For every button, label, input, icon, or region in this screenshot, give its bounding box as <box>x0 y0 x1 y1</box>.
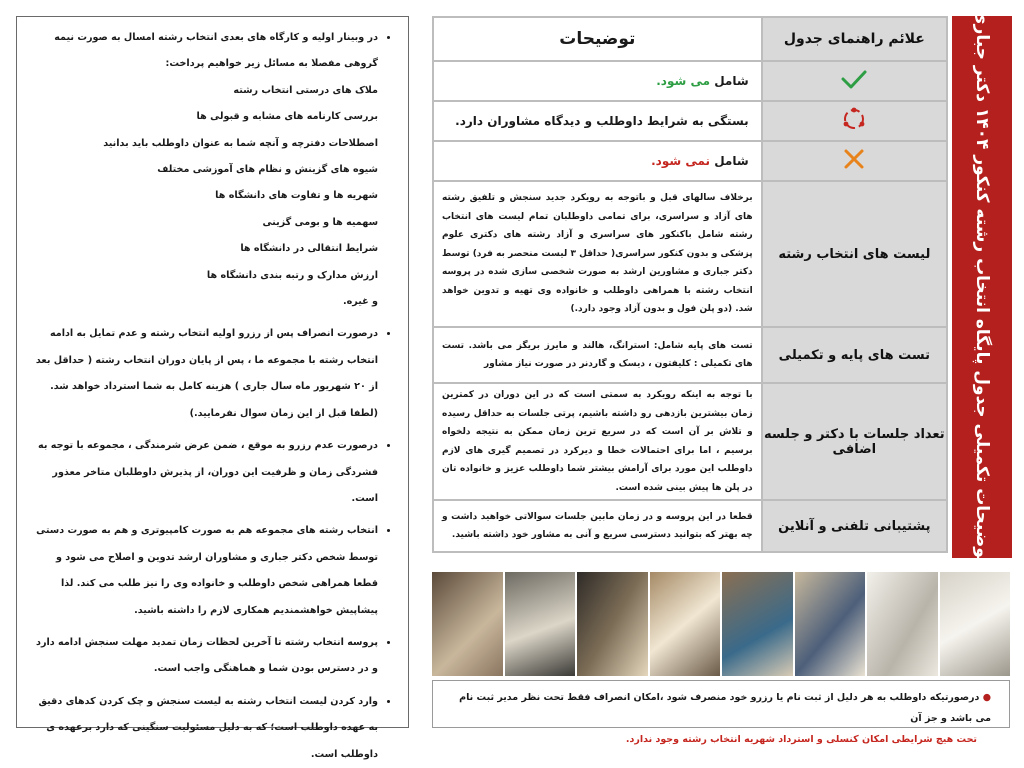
legend-row <box>433 101 947 141</box>
session-photo <box>940 572 1011 676</box>
legend-icon-cell <box>762 101 947 141</box>
table-row <box>433 181 947 327</box>
table-row <box>433 383 947 500</box>
note-item-webinar: • در وبینار اولیه و کارگاه های بعدی انتخاب رشته امسال به صورت نیمه گروهی مفصلا به مسائل زیر خواهیم پرداخت: ملاک های درستی انتخاب رشته بررسی کارنامه های مشابه و قبولی ها اصطلاحات دفترچه و آنچه شما به عنوان داوطلب باید بدانید شیوه های گزینش و نظام های آموزشی مختلف شهریه ها و تفاوت های دانشگاه ها سهمیه ها و بومی گزینی شرایط انتقالی در دانشگاه ها ارزش مدارک و رتبه بندی دانشگاه ها و غیره. <box>33 25 378 315</box>
webinar-topic: ارزش مدارک و رتبه بندی دانشگاه ها <box>206 269 378 281</box>
note-item-process: • پروسه انتخاب رشته تا آخرین لحظات زمان تمدید مهلت سنجش ادامه دارد و در دسترس بودن شما و هماهنگی واجب است. <box>33 630 378 683</box>
note-item-refund: • درصورت انصراف پس از رزرو اولیه انتخاب رشته و عدم تمایل به ادامه انتخاب رشته با مجموعه ما ، پس از پایان دوران انتخاب رشته ( حداقل بعد از ۲۰ شهریور ماه سال جاری ) هزینه کامل به شما استرداد خواهد شد. (لطفا قبل از این زمان سوال نفرمایید.) <box>33 321 378 427</box>
row-key: لیست های انتخاب رشته <box>762 181 947 327</box>
header-desc: توضیحات <box>433 17 762 61</box>
check-icon <box>841 69 867 89</box>
session-photo <box>722 572 793 676</box>
cross-icon <box>843 148 865 170</box>
legend-icon-cell <box>762 61 947 101</box>
session-photo <box>432 572 503 676</box>
webinar-topic: ملاک های درستی انتخاب رشته <box>233 84 378 96</box>
row-key: تعداد جلسات با دکتر و جلسه اضافی <box>762 383 947 500</box>
webinar-topic: و غیره. <box>342 296 378 308</box>
webinar-topic: شیوه های گزینش و نظام های آموزشی مختلف <box>157 164 378 176</box>
note-item-codes: • وارد کردن لیست انتخاب رشته به لیست سنجش و چک کردن کدهای دقیق به عهده داوطلب است؛ که به دلیل مسئولیت سنگینی که دارد برعهده ی داوطلب است. <box>33 689 378 768</box>
row-desc: قطعا در این پروسه و در زمان مابین جلسات سوالاتی خواهید داشت و چه بهتر که بتوانید دسترسی سریع و آنی به مشاور خود داشته باشید. <box>433 500 762 552</box>
legend-desc: بستگی به شرایط داوطلب و دیدگاه مشاوران دارد. <box>433 101 762 141</box>
legend-icon-cell <box>762 141 947 181</box>
guide-section <box>432 9 1012 745</box>
webinar-topic: بررسی کارنامه های مشابه و قبولی ها <box>196 111 378 123</box>
table-header-row <box>433 17 947 61</box>
note-item-method: • انتخاب رشته های مجموعه هم به صورت کامپیوتری و هم به صورت دستی توسط شخص دکتر جباری و مشاوران ارشد تدوین و اصلاح می شود و قطعا همراهی شخص داوطلب و خانواده وی را نیز طلب می کند. لذا پیشاپیش خواهشمندیم همکاری لازم را داشته باشید. <box>33 518 378 624</box>
note-line-1: ● درصورتیکه داوطلب به هر دلیل از ثبت نام یا رزرو خود منصرف شود ،امکان انصراف فقط تحت نظر مدیر ثبت نام می باشد و جز آن <box>459 692 991 724</box>
cancellation-note <box>432 680 1010 745</box>
notes-panel <box>16 16 409 760</box>
session-photo <box>577 572 648 676</box>
webinar-topic: سهمیه ها و بومی گزینی <box>262 216 378 228</box>
table-row <box>433 500 947 552</box>
guide-table <box>432 16 948 553</box>
session-photo <box>867 572 938 676</box>
session-photo <box>505 572 576 676</box>
title-banner <box>952 9 1012 565</box>
legend-row <box>433 61 947 101</box>
webinar-topic: شرایط انتقالی در دانشگاه ها <box>240 243 378 255</box>
row-key: تست های پایه و تکمیلی <box>762 327 947 383</box>
row-desc: با توجه به اینکه رویکرد به سمتی است که در این دوران در کمترین زمان بیشترین بازدهی رو داشته باشیم، پرتی جلسات به حداقل رسیده و تلاش بر آن است که در سریع ترین زمان ممکن به نتیجه دلخواه برسیم ، اما برای احتمالات خطا و دیرکرد در تصمیم گیری های لازم داوطلب این مورد برای آرامش بیشتر شما داوطلب عزیز و خانواده تان در پلن ها پیش بینی شده است. <box>433 383 762 500</box>
legend-desc: شامل می شود. <box>433 61 762 101</box>
session-photo <box>650 572 721 676</box>
row-desc: تست های پایه شامل: استرانگ، هالند و مایرز بریگز می باشد. تست های تکمیلی : کلیفتون ، دیسک و گاردنر در صورت نیاز مشاور <box>433 327 762 383</box>
photo-strip <box>432 572 1010 676</box>
legend-row <box>433 141 947 181</box>
header-key: علائم راهنمای جدول <box>762 17 947 61</box>
cycle-icon <box>841 106 867 132</box>
row-desc: برخلاف سالهای قبل و باتوجه به رویکرد جدید سنجش و تلفیق رشته های آزاد و سراسری، برای تمامی داوطلبان تمام لیست های انتخاب رشته شامل باکنکور های سراسری و آزاد رشته های دکتری علوم پزشکی و بدون کنکور سراسری( حداقل ۳ لیست منحصر به فرد) توسط دکتر جباری و مشاورین ارشد به صورت شخصی سازی شده در پروسه انتخاب رشته با همراهی داوطلب و خانواده وی تهیه و تدوین خواهد شد. (دو پلن فول و بدون آزاد وجود دارد.) <box>433 181 762 327</box>
row-key: پشتیبانی تلفنی و آنلاین <box>762 500 947 552</box>
note-item-late: • درصورت عدم رزرو به موقع ، ضمن عرض شرمندگی ، مجموعه با توجه به فشردگی زمان و ظرفیت این دوران، از پذیرش داوطلبان متاخر معذور است. <box>33 433 378 512</box>
notes-list <box>33 25 394 768</box>
bullet-icon: ● <box>982 692 991 703</box>
webinar-topic: شهریه ها و تفاوت های دانشگاه ها <box>215 190 378 202</box>
session-photo <box>795 572 866 676</box>
legend-desc: شامل نمی شود. <box>433 141 762 181</box>
banner-title: توضیحات تکمیلی جدول پایگاه انتخاب رشته کنکور ۱۴۰۴ دکتر جباری <box>972 9 992 565</box>
webinar-topic: اصطلاحات دفترچه و آنچه شما به عنوان داوطلب باید بدانید <box>103 137 378 149</box>
note-line-2: تحت هیچ شرایطی امکان کنسلی و استرداد شهریه انتخاب رشته وجود ندارد. <box>625 734 977 745</box>
table-row <box>433 327 947 383</box>
